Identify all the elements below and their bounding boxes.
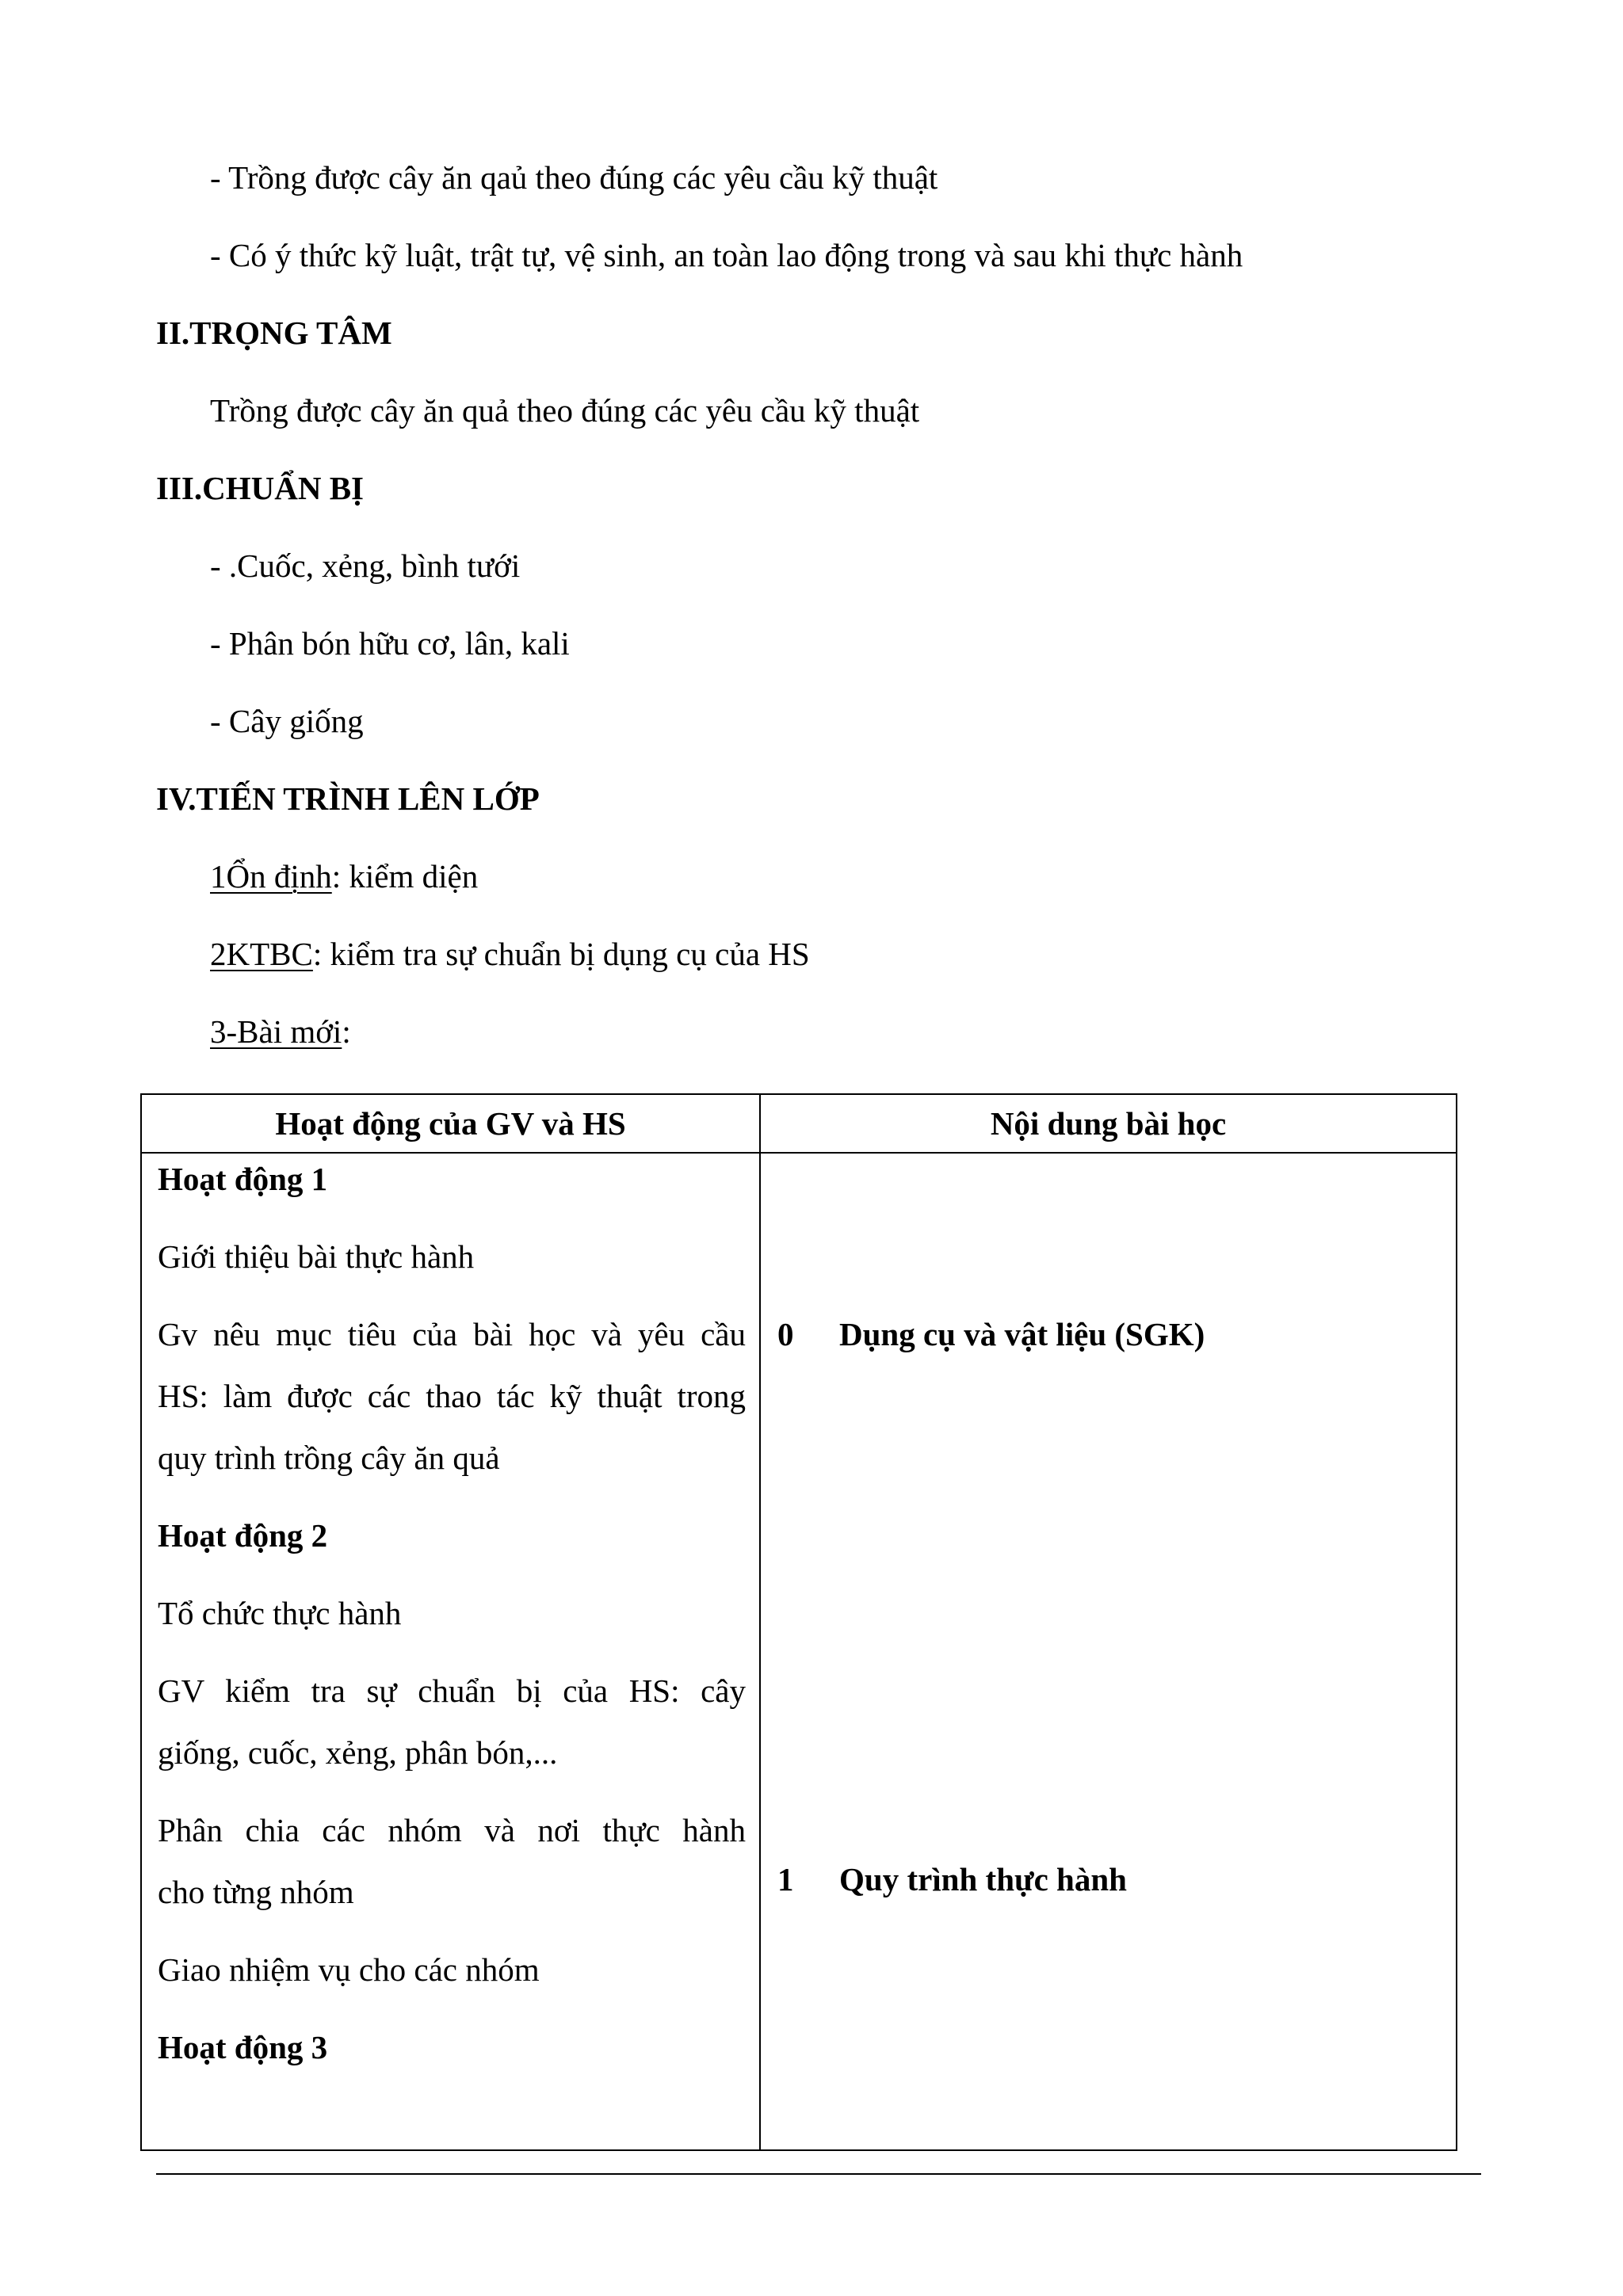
section-2-text: Trồng được cây ăn quả theo đúng các yêu cầu kỹ thuật [210,392,920,429]
step-3-label: 3-Bài mới [210,1013,342,1050]
content-item-0-text: Dụng cụ và vật liệu (SGK) [839,1316,1205,1352]
objective-2: - Có ý thức kỹ luật, trật tự, vệ sinh, an toàn lao động trong và sau khi thực hành [210,237,1243,273]
step-2 [210,938,810,971]
content-item-1-number: 1 [777,1861,794,1897]
step-3-text: : [342,1013,351,1050]
lesson-table [140,1093,1457,2151]
activity-1-intro: Giới thiệu bài thực hành [158,1238,475,1275]
step-2-text: : kiểm tra sự chuẩn bị dụng cụ của HS [312,936,810,972]
section-2-title: II.TRỌNG TÂM [156,315,392,351]
footer-rule [156,2173,1481,2175]
activity-2-check-line-2: giống, cuốc, xẻng, phân bón,... [158,1734,558,1771]
step-2-label: 2KTBC [210,936,313,972]
activity-2-tasks: Giao nhiệm vụ cho các nhóm [158,1951,540,1988]
column-divider [759,1095,761,2149]
activity-2-groups-line-1: Phân chia các nhóm và nơi thực hành [158,1812,746,1848]
activity-3-title: Hoạt động 3 [158,2029,328,2065]
step-1-label: 1Ổn định [210,858,332,894]
header-activities: Hoạt động của GV và HS [275,1105,626,1142]
objective-1: - Trồng được cây ăn qaủ theo đúng các yêu cầu kỹ thuật [210,159,938,196]
step-3 [210,1013,351,1050]
activity-1-title: Hoạt động 1 [158,1161,328,1197]
section-3-title: III.CHUẨN BỊ [156,470,364,506]
activity-1-desc-line-3: quy trình trồng cây ăn quả [158,1440,500,1476]
step-1 [210,860,478,893]
header-divider [142,1152,1456,1154]
prep-item-2: - Phân bón hữu cơ, lân, kali [210,625,570,662]
section-4-title: IV.TIẾN TRÌNH LÊN LỚP [156,780,540,817]
prep-item-1: - .Cuốc, xẻng, bình tưới [210,547,521,584]
step-1-text: : kiểm diện [331,858,479,894]
header-content: Nội dung bài học [990,1105,1227,1142]
activity-1-desc-line-1: Gv nêu mục tiêu của bài học và yêu cầu [158,1316,746,1352]
activity-2-intro: Tổ chức thực hành [158,1595,402,1631]
activity-2-check-line-1: GV kiểm tra sự chuẩn bị của HS: cây [158,1672,746,1709]
content-item-0-number: 0 [777,1316,794,1352]
activity-2-title: Hoạt động 2 [158,1517,328,1554]
activity-1-desc-line-2: HS: làm được các thao tác kỹ thuật trong [158,1378,746,1414]
activity-2-groups-line-2: cho từng nhóm [158,1874,354,1910]
prep-item-3: - Cây giống [210,703,364,739]
content-item-1-text: Quy trình thực hành [839,1861,1127,1897]
